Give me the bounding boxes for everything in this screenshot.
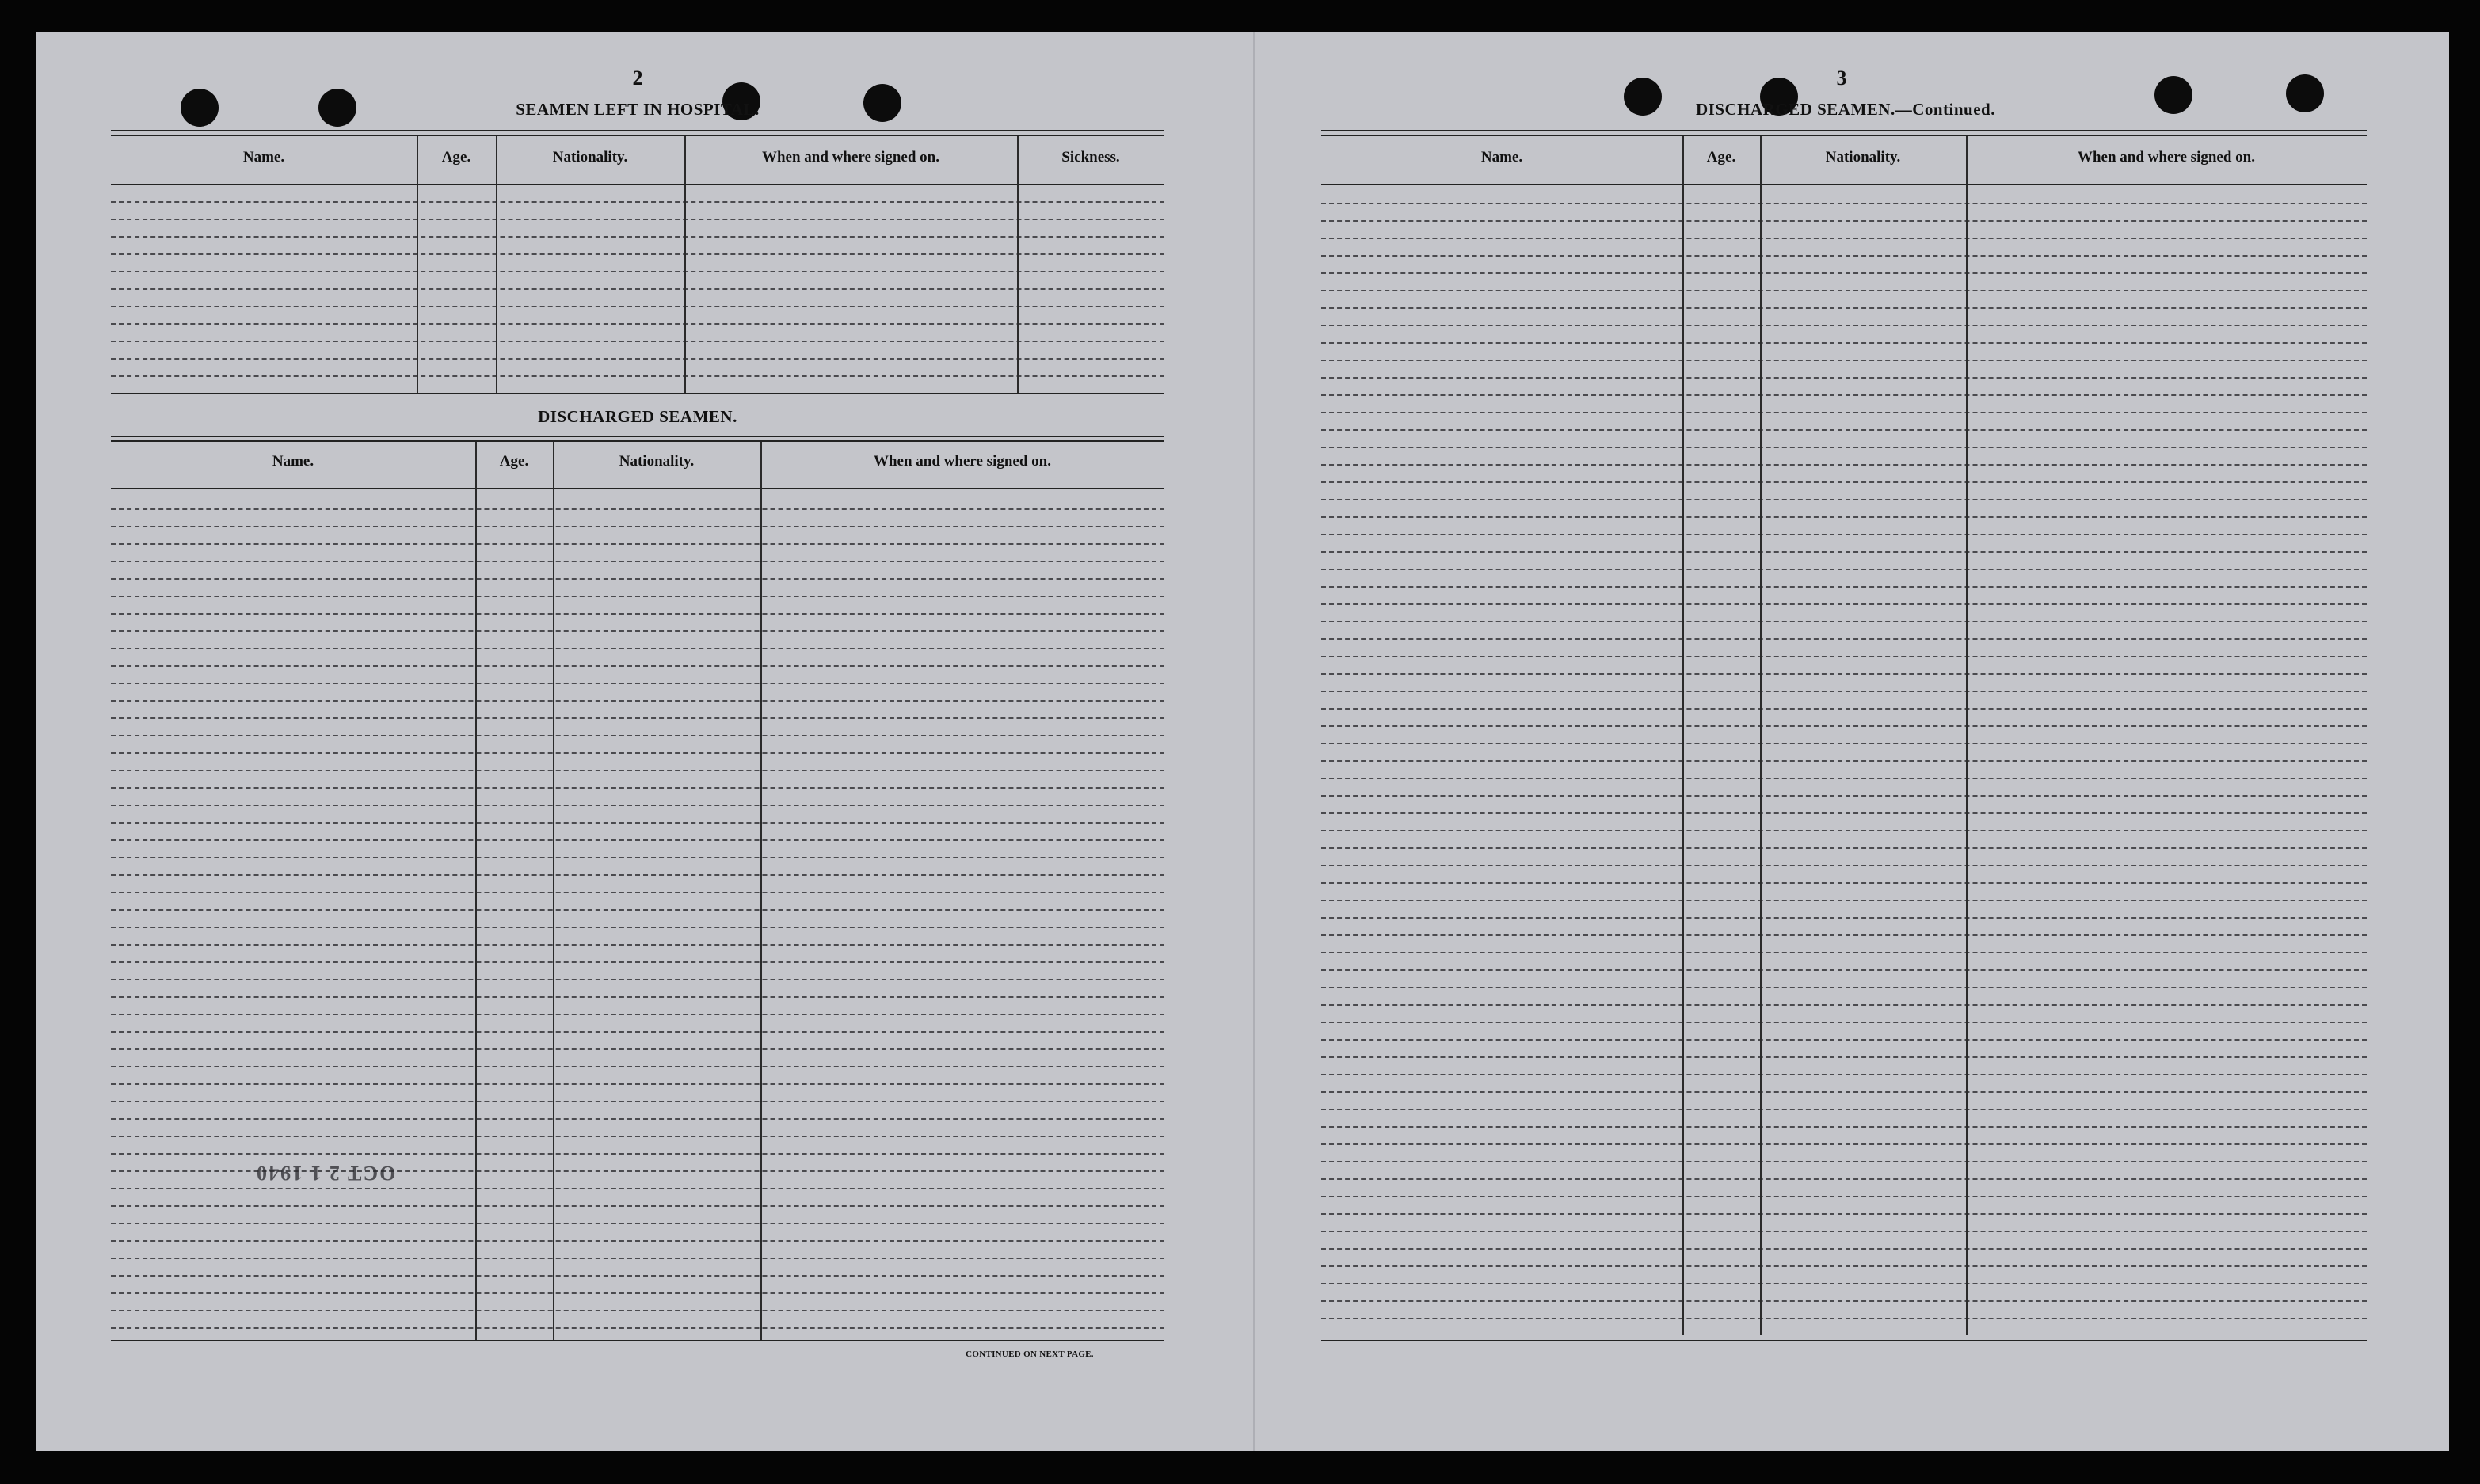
blank-row-line: [111, 996, 1164, 998]
punch-hole: [2286, 74, 2324, 112]
blank-row-line: [111, 717, 1164, 719]
blank-row-line: [1321, 725, 2367, 727]
blank-row-line: [111, 822, 1164, 824]
blank-row-line: [111, 944, 1164, 946]
blank-row-line: [111, 236, 1164, 238]
blank-row-line: [1321, 760, 2367, 762]
blank-row-line: [1321, 203, 2367, 204]
discharged-top-rule-2: [111, 440, 1164, 442]
blank-row-line: [111, 857, 1164, 858]
blank-row-line: [1321, 1074, 2367, 1075]
hospital-header-rule: [111, 184, 1164, 185]
blank-row-line: [111, 892, 1164, 893]
blank-row-line: [111, 1101, 1164, 1102]
blank-row-line: [1321, 934, 2367, 936]
right-top-rule: [1321, 130, 2367, 131]
blank-row-line: [1321, 394, 2367, 396]
blank-row-line: [111, 1014, 1164, 1015]
blank-row-line: [1321, 743, 2367, 744]
blank-row-line: [111, 613, 1164, 615]
blank-row-line: [1321, 795, 2367, 797]
blank-row-line: [1321, 238, 2367, 239]
blank-row-line: [1321, 1300, 2367, 1302]
page-number: 2: [632, 67, 643, 89]
blank-row-line: [1321, 1126, 2367, 1128]
discharged-col-nationality: Nationality.: [619, 453, 695, 470]
punch-hole: [863, 84, 901, 122]
right-bottom-rule: [1321, 1340, 2367, 1341]
blank-row-line: [1321, 272, 2367, 274]
blank-row-line: [111, 839, 1164, 841]
discharged-bottom-rule: [111, 1340, 1164, 1341]
punch-hole: [318, 89, 356, 127]
blank-row-line: [111, 1292, 1164, 1294]
blank-row-line: [111, 219, 1164, 220]
blank-row-line: [111, 683, 1164, 684]
blank-row-line: [1321, 516, 2367, 518]
blank-row-line: [1321, 1091, 2367, 1093]
hospital-col-divider: [417, 136, 418, 393]
blank-row-line: [111, 288, 1164, 290]
blank-row-line: [1321, 1143, 2367, 1145]
hospital-col-divider: [684, 136, 686, 393]
blank-row-line: [1321, 1022, 2367, 1023]
blank-row-line: [111, 805, 1164, 806]
blank-row-line: [111, 770, 1164, 771]
blank-row-line: [111, 1310, 1164, 1311]
manifest-sheet: [36, 32, 2449, 1451]
blank-row-line: [111, 578, 1164, 580]
blank-row-line: [111, 665, 1164, 667]
discharged-section-title: DISCHARGED SEAMEN.: [538, 407, 737, 426]
right-header-rule: [1321, 184, 2367, 185]
blank-row-line: [111, 752, 1164, 754]
discharged-header-rule: [111, 488, 1164, 489]
blank-row-line: [1321, 952, 2367, 953]
blank-row-line: [111, 1031, 1164, 1033]
blank-row-line: [1321, 360, 2367, 361]
discharged-top-rule: [111, 436, 1164, 437]
blank-row-line: [111, 648, 1164, 649]
blank-row-line: [111, 358, 1164, 360]
blank-row-line: [111, 1048, 1164, 1050]
discharged-col-age: Age.: [499, 453, 529, 470]
blank-row-line: [1321, 691, 2367, 692]
blank-row-line: [1321, 1318, 2367, 1319]
blank-row-line: [1321, 1039, 2367, 1041]
blank-row-line: [1321, 882, 2367, 884]
hospital-col-name: Name.: [242, 149, 285, 166]
blank-row-line: [111, 1153, 1164, 1155]
hospital-col-signed-on: When and where signed on.: [761, 149, 939, 166]
blank-row-line: [111, 735, 1164, 736]
blank-row-line: [1321, 342, 2367, 344]
right-col-age: Age.: [1706, 149, 1736, 166]
blank-row-line: [111, 927, 1164, 928]
right-col-divider: [1966, 136, 1968, 1335]
punch-hole: [2154, 76, 2192, 114]
right-top-rule-2: [1321, 135, 2367, 136]
blank-row-line: [1321, 638, 2367, 640]
blank-row-line: [111, 1240, 1164, 1242]
blank-row-line: [1321, 1161, 2367, 1162]
blank-row-line: [1321, 1178, 2367, 1180]
blank-row-line: [1321, 325, 2367, 326]
blank-row-line: [1321, 865, 2367, 866]
blank-row-line: [1321, 656, 2367, 657]
blank-row-line: [111, 253, 1164, 255]
blank-row-line: [1321, 673, 2367, 675]
blank-row-line: [111, 1066, 1164, 1067]
discharged-col-divider: [553, 442, 554, 1340]
blank-row-line: [1321, 481, 2367, 483]
blank-row-line: [1321, 987, 2367, 988]
blank-row-line: [111, 1223, 1164, 1224]
right-col-nationality: Nationality.: [1825, 149, 1901, 166]
blank-row-line: [1321, 1265, 2367, 1267]
blank-row-line: [1321, 917, 2367, 919]
hospital-section-title: SEAMEN LEFT IN HOSPITAL.: [516, 100, 760, 119]
punch-hole: [181, 89, 219, 127]
hospital-top-rule: [111, 130, 1164, 131]
blank-row-line: [111, 1188, 1164, 1189]
blank-row-line: [1321, 1056, 2367, 1058]
continued-note: CONTINUED ON NEXT PAGE.: [966, 1349, 1094, 1359]
blank-row-line: [1321, 569, 2367, 570]
blank-row-line: [111, 1136, 1164, 1137]
blank-row-line: [111, 1327, 1164, 1329]
blank-row-line: [1321, 534, 2367, 535]
blank-row-line: [111, 341, 1164, 342]
blank-row-line: [1321, 1231, 2367, 1232]
blank-row-line: [111, 1258, 1164, 1259]
blank-row-line: [1321, 551, 2367, 553]
blank-row-line: [111, 1118, 1164, 1120]
blank-row-line: [111, 306, 1164, 307]
discharged-col-divider: [475, 442, 477, 1340]
blank-row-line: [1321, 900, 2367, 901]
page-number: 3: [1836, 67, 1847, 89]
blank-row-line: [1321, 847, 2367, 849]
hospital-col-nationality: Nationality.: [552, 149, 628, 166]
right-section-title: DISCHARGED SEAMEN.—Continued.: [1696, 100, 1995, 119]
blank-row-line: [111, 508, 1164, 510]
hospital-top-rule-2: [111, 135, 1164, 136]
blank-row-line: [111, 1275, 1164, 1277]
blank-row-line: [1321, 1213, 2367, 1215]
blank-row-line: [1321, 412, 2367, 413]
blank-row-line: [1321, 708, 2367, 710]
blank-row-line: [111, 700, 1164, 702]
blank-row-line: [111, 909, 1164, 911]
blank-row-line: [1321, 447, 2367, 448]
discharged-col-name: Name.: [272, 453, 314, 470]
hospital-col-sickness: Sickness.: [1061, 149, 1120, 166]
blank-row-line: [1321, 586, 2367, 588]
blank-row-line: [111, 596, 1164, 597]
blank-row-line: [1321, 1248, 2367, 1250]
date-stamp: OCT 2 1 1940: [255, 1162, 396, 1185]
blank-row-line: [1321, 969, 2367, 971]
blank-row-line: [111, 961, 1164, 963]
blank-row-line: [111, 561, 1164, 562]
blank-row-line: [1321, 290, 2367, 291]
blank-row-line: [111, 874, 1164, 876]
blank-row-line: [1321, 307, 2367, 309]
discharged-col-divider: [760, 442, 762, 1340]
blank-row-line: [111, 323, 1164, 325]
blank-row-line: [1321, 1004, 2367, 1006]
right-col-name: Name.: [1480, 149, 1523, 166]
hospital-bottom-rule: [111, 393, 1164, 394]
blank-row-line: [1321, 499, 2367, 500]
blank-row-line: [1321, 377, 2367, 379]
blank-row-line: [1321, 429, 2367, 431]
blank-row-line: [111, 630, 1164, 632]
blank-row-line: [1321, 830, 2367, 831]
blank-row-line: [1321, 1283, 2367, 1284]
blank-row-line: [111, 526, 1164, 527]
hospital-col-divider: [1017, 136, 1019, 393]
blank-row-line: [111, 1083, 1164, 1085]
blank-row-line: [111, 543, 1164, 545]
hospital-col-age: Age.: [441, 149, 471, 166]
blank-row-line: [111, 375, 1164, 377]
right-col-divider: [1760, 136, 1762, 1335]
blank-row-line: [111, 1205, 1164, 1207]
blank-row-line: [1321, 1109, 2367, 1110]
blank-row-line: [1321, 603, 2367, 605]
blank-row-line: [1321, 1196, 2367, 1197]
blank-row-line: [1321, 220, 2367, 222]
page-fold: [1253, 32, 1255, 1451]
hospital-col-divider: [496, 136, 497, 393]
blank-row-line: [1321, 255, 2367, 257]
discharged-col-signed-on: When and where signed on.: [873, 453, 1051, 470]
blank-row-line: [1321, 812, 2367, 814]
blank-row-line: [111, 787, 1164, 789]
blank-row-line: [111, 201, 1164, 203]
blank-row-line: [111, 271, 1164, 272]
blank-row-line: [1321, 778, 2367, 779]
blank-row-line: [1321, 621, 2367, 622]
blank-row-line: [1321, 464, 2367, 466]
right-col-signed-on: When and where signed on.: [2077, 149, 2255, 166]
blank-row-line: [111, 979, 1164, 980]
right-col-divider: [1682, 136, 1684, 1335]
